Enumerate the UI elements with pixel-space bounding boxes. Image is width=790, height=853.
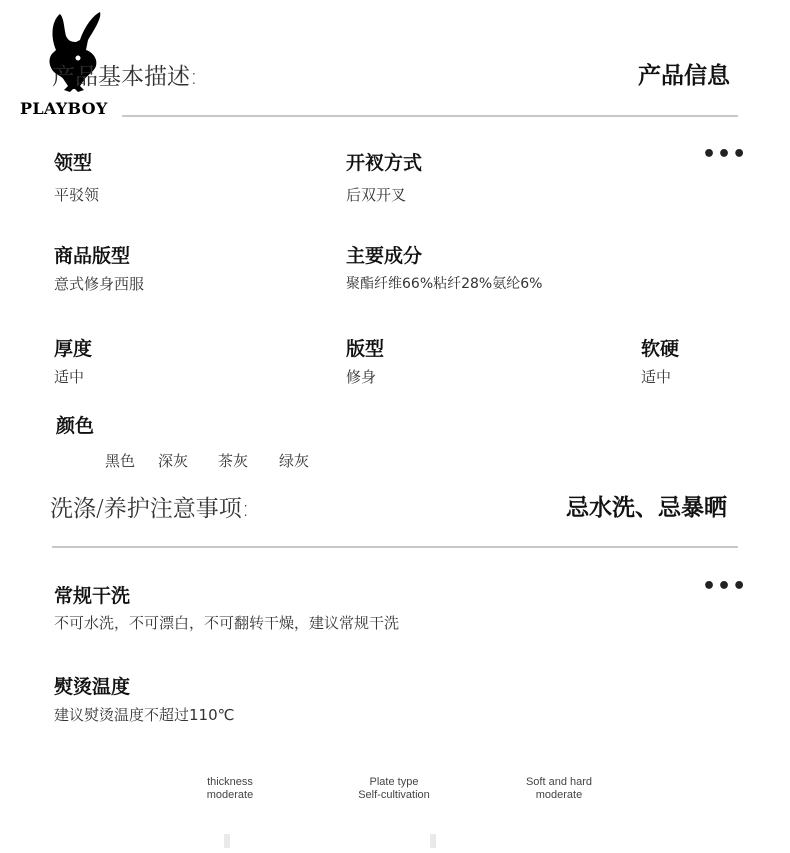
attr-label-vent: 开衩方式 (346, 152, 423, 174)
caption-plate-type (334, 776, 454, 802)
attr-value-vent: 后双开叉 (346, 186, 407, 204)
decorative-mark (430, 834, 436, 848)
caption-line: Self-cultivation (358, 789, 430, 801)
color-label: 颜色 (56, 415, 95, 437)
caption-line: moderate (206, 789, 254, 801)
section-divider (122, 115, 738, 117)
attr-label-composition: 主要成分 (346, 245, 423, 267)
caption-line: Soft and hard (525, 776, 593, 788)
color-option-tea-gray: 茶灰 (218, 452, 249, 470)
care-value-dry-clean: 不可水洗，不可漂白，不可翻转干燥，建议常规干洗 (54, 614, 400, 632)
attr-value-thickness: 适中 (54, 368, 85, 386)
attr-label-fit: 版型 (346, 338, 385, 360)
attr-label-collar: 领型 (54, 152, 93, 174)
product-info-section-title: 产品基本描述: (52, 64, 198, 90)
attr-value-fit: 修身 (346, 368, 377, 386)
attr-label-thickness: 厚度 (54, 338, 93, 360)
caption-line: Plate type (369, 776, 419, 788)
care-value-ironing: 建议熨烫温度不超过110℃ (54, 706, 235, 724)
color-option-black: 黑色 (105, 452, 136, 470)
attr-label-fit-style: 商品版型 (54, 245, 131, 267)
care-heading: 忌水洗、忌暴晒 (566, 495, 727, 521)
more-horizontal-icon[interactable]: ••• (702, 142, 748, 167)
color-option-green-gray: 绿灰 (279, 452, 310, 470)
brand-logo-text: PLAYBOY (20, 99, 108, 118)
care-section-title: 洗涤/养护注意事项: (50, 496, 250, 522)
care-label-ironing: 熨烫温度 (54, 676, 131, 698)
caption-line: thickness (207, 776, 253, 788)
attr-value-composition: 聚酯纤维66%粘纤28%氨纶6% (346, 276, 543, 292)
attr-value-fit-style: 意式修身西服 (54, 275, 145, 293)
caption-softness (504, 776, 614, 802)
product-info-heading: 产品信息 (638, 63, 730, 89)
attr-value-collar: 平驳领 (54, 186, 100, 204)
section-divider (52, 546, 738, 548)
more-horizontal-icon[interactable]: ••• (702, 574, 748, 599)
caption-line: moderate (535, 789, 583, 801)
attr-value-softness: 适中 (641, 368, 672, 386)
caption-thickness (180, 776, 280, 802)
color-option-dark-gray: 深灰 (158, 452, 189, 470)
decorative-mark (224, 834, 230, 848)
attr-label-softness: 软硬 (641, 338, 680, 360)
care-label-dry-clean: 常规干洗 (54, 585, 131, 607)
